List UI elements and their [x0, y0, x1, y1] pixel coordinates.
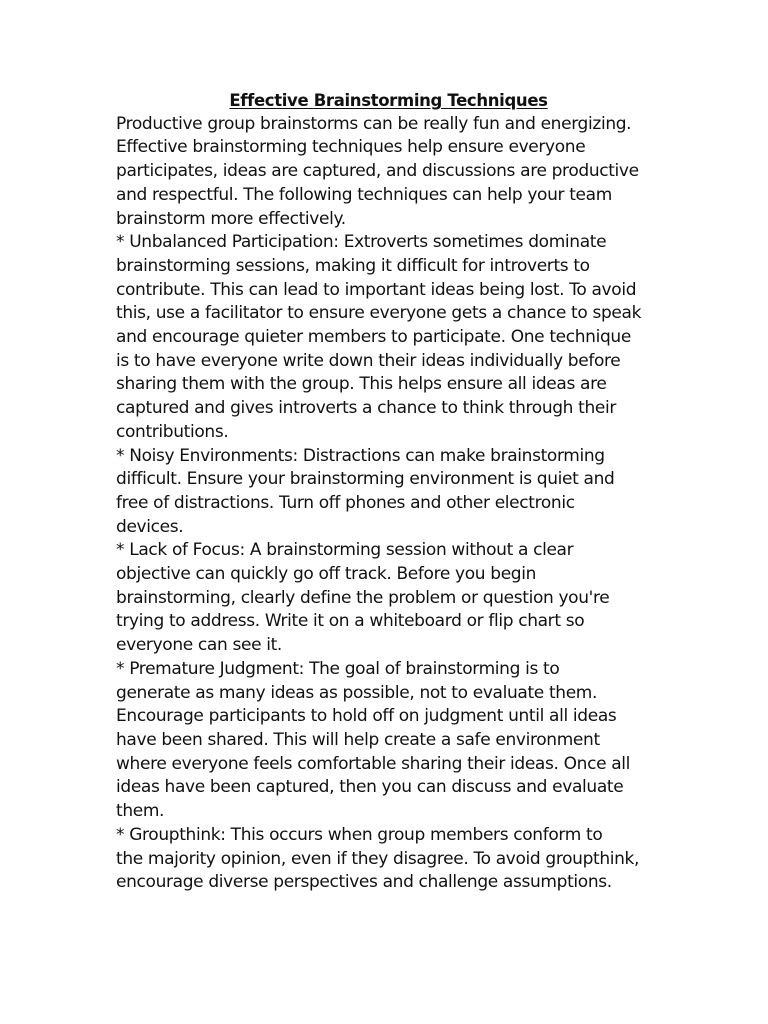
body-line: generate as many ideas as possible, not to evaluate them.	[116, 682, 598, 703]
intro-line: Productive group brainstorms can be really fun and energizing.	[116, 113, 632, 134]
intro-line: brainstorm more effectively.	[116, 208, 346, 229]
section-unbalanced-participation	[116, 231, 661, 444]
body-line: devices.	[116, 516, 184, 537]
section-noisy-environments	[116, 445, 661, 540]
bullet-line: * Groupthink: This occurs when group members conform to	[116, 824, 603, 845]
document-page	[116, 89, 661, 895]
bullet-line: * Unbalanced Participation: Extroverts sometimes dominate	[116, 232, 607, 253]
document-title: Effective Brainstorming Techniques	[229, 91, 548, 110]
bullet-line: * Lack of Focus: A brainstorming session without a clear	[116, 540, 574, 561]
body-line: encourage diverse perspectives and challenge assumptions.	[116, 872, 612, 893]
body-line: them.	[116, 801, 165, 822]
body-line: objective can quickly go off track. Before you begin	[116, 564, 537, 585]
body-line: contribute. This can lead to important ideas being lost. To avoid	[116, 279, 637, 300]
body-line: and encourage quieter members to participate. One technique	[116, 327, 631, 348]
body-line: captured and gives introverts a chance to think through their	[116, 398, 617, 419]
body-line: Encourage participants to hold off on judgment until all ideas	[116, 706, 617, 727]
bullet-line: * Premature Judgment: The goal of brainstorming is to	[116, 658, 560, 679]
intro-line: Effective brainstorming techniques help ensure everyone	[116, 137, 586, 158]
body-line: contributions.	[116, 421, 229, 442]
body-line: the majority opinion, even if they disagree. To avoid groupthink,	[116, 848, 640, 869]
intro-paragraph	[116, 113, 661, 232]
body-line: brainstorming, clearly define the problem or question you're	[116, 587, 610, 608]
section-groupthink	[116, 824, 661, 895]
bullet-line: * Noisy Environments: Distractions can make brainstorming	[116, 445, 605, 466]
body-line: sharing them with the group. This helps ensure all ideas are	[116, 374, 607, 395]
body-line: everyone can see it.	[116, 635, 282, 656]
section-premature-judgment	[116, 658, 661, 824]
body-line: difficult. Ensure your brainstorming environment is quiet and	[116, 469, 615, 490]
body-line: ideas have been captured, then you can discuss and evaluate	[116, 777, 624, 798]
body-line: trying to address. Write it on a whiteboard or flip chart so	[116, 611, 585, 632]
body-line: free of distractions. Turn off phones and other electronic	[116, 492, 575, 513]
intro-line: participates, ideas are captured, and discussions are productive	[116, 161, 639, 182]
body-line: is to have everyone write down their ideas individually before	[116, 350, 621, 371]
body-line: have been shared. This will help create a safe environment	[116, 729, 600, 750]
body-line: this, use a facilitator to ensure everyone gets a chance to speak	[116, 303, 642, 324]
body-line: where everyone feels comfortable sharing their ideas. Once all	[116, 753, 631, 774]
intro-line: and respectful. The following techniques can help your team	[116, 184, 612, 205]
section-lack-of-focus	[116, 539, 661, 658]
body-line: brainstorming sessions, making it difficult for introverts to	[116, 255, 590, 276]
